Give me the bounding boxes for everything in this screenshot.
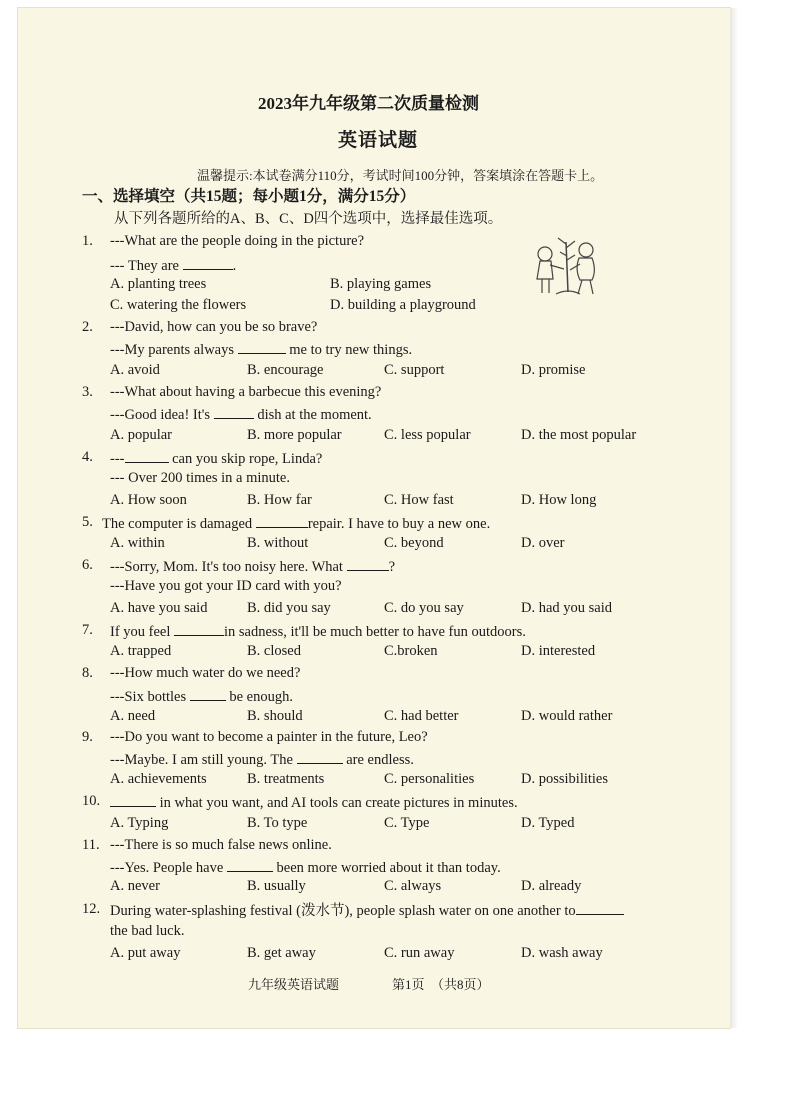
option-b: B. To type: [247, 815, 308, 831]
option-b: B. get away: [247, 945, 316, 961]
question-line: [110, 792, 518, 812]
question-stem: ---There is so much false news online.: [110, 837, 332, 853]
question-text: If you feel: [110, 624, 171, 640]
question-line: [110, 404, 372, 424]
option-a: A. within: [110, 535, 165, 551]
question-number: 11.: [82, 837, 100, 853]
question-text: in what you want, and AI tools can create pictures in minutes.: [159, 795, 518, 811]
option-a: A. achievements: [110, 771, 207, 787]
answer-blank: [576, 900, 624, 915]
option-b: B. encourage: [247, 362, 324, 378]
question-stem: ---What are the people doing in the picture?: [110, 233, 365, 249]
option-c: C. support: [384, 362, 445, 378]
option-a: A. Typing: [110, 815, 169, 831]
question-number: 7.: [82, 622, 93, 638]
option-d: D. wash away: [521, 945, 603, 961]
option-d: D. Typed: [521, 815, 575, 831]
question-number: 10.: [82, 793, 101, 809]
option-d: D. interested: [521, 643, 596, 659]
question-number: 2.: [82, 319, 93, 335]
option-d: D. the most popular: [521, 427, 637, 443]
option-d: D. had you said: [521, 600, 613, 616]
answer-blank: [214, 404, 254, 419]
question-number: 3.: [82, 384, 93, 400]
option-c: C. run away: [384, 945, 455, 961]
option-d: D. would rather: [521, 708, 613, 724]
tree-planting-illustration: [530, 232, 604, 304]
question-stem: ---David, how can you be so brave?: [110, 319, 318, 335]
question-text: ---My parents always: [110, 342, 235, 358]
question-number: 4.: [82, 449, 93, 465]
option-d: D. How long: [521, 492, 597, 508]
answer-blank: [238, 339, 286, 354]
answer-blank: [125, 448, 169, 463]
question-text: me to try new things.: [289, 342, 413, 358]
question-text: be enough.: [229, 689, 293, 705]
option-a: A. have you said: [110, 600, 208, 616]
option-c: C. watering the flowers: [110, 297, 247, 313]
option-a: A. never: [110, 878, 160, 894]
question-answer-line: ---Have you got your ID card with you?: [110, 578, 342, 594]
section-heading: 一、选择填空（共15题；每小题1分，满分15分）: [82, 188, 416, 205]
answer-blank: [347, 556, 389, 571]
option-c: C. personalities: [384, 771, 475, 787]
option-b: B. playing games: [330, 276, 432, 292]
question-number: 5.: [82, 514, 93, 530]
question-number: 9.: [82, 729, 93, 745]
option-c: C.broken: [384, 643, 438, 659]
footer-subject: 九年级英语试题: [248, 977, 340, 992]
option-c: C. How fast: [384, 492, 454, 508]
question-line: [110, 621, 526, 641]
question-line: [110, 339, 412, 359]
option-a: A. trapped: [110, 643, 172, 659]
answer-blank: [174, 621, 224, 636]
question-answer-line: --- Over 200 times in a minute.: [110, 470, 290, 486]
option-a: A. popular: [110, 427, 173, 443]
question-stem: ---How much water do we need?: [110, 665, 301, 681]
question-line: [110, 857, 501, 877]
question-text: ---Sorry, Mom. It's too noisy here. What: [110, 559, 343, 575]
question-text: ?: [388, 559, 396, 575]
option-b: B. closed: [247, 643, 301, 659]
option-c: C. less popular: [384, 427, 471, 443]
answer-blank: [110, 792, 156, 807]
question-text: --- They are: [110, 258, 179, 274]
option-c: C. had better: [384, 708, 459, 724]
option-a: A. put away: [110, 945, 181, 961]
question-line: [110, 448, 322, 468]
question-line: [110, 255, 236, 275]
question-stem: ---Do you want to become a painter in the future, Leo?: [110, 729, 428, 745]
page-number: 第1页 （共8页）: [392, 977, 490, 992]
question-line: [110, 686, 293, 706]
question-number: 8.: [82, 665, 93, 681]
exam-title: 2023年九年级第二次质量检测: [258, 94, 479, 113]
option-a: A. planting trees: [110, 276, 207, 292]
option-b: B. did you say: [247, 600, 331, 616]
question-text: can you skip rope, Linda?: [172, 451, 323, 467]
question-text: ---Yes. People have: [110, 860, 224, 876]
option-d: D. possibilities: [521, 771, 609, 787]
exam-subject: 英语试题: [338, 130, 419, 151]
question-text: been more worried about it than today.: [276, 860, 501, 876]
option-c: C. always: [384, 878, 442, 894]
question-stem: ---What about having a barbecue this evening?: [110, 384, 382, 400]
option-b: B. more popular: [247, 427, 342, 443]
question-text: the bad luck.: [110, 923, 185, 939]
question-text: are endless.: [346, 752, 414, 768]
question-line: [110, 556, 395, 576]
answer-blank: [183, 255, 233, 270]
option-a: A. How soon: [110, 492, 187, 508]
answer-blank: [227, 857, 273, 872]
option-d: D. promise: [521, 362, 586, 378]
question-text: ---: [110, 451, 125, 467]
answer-blank: [297, 749, 343, 764]
option-d: D. over: [521, 535, 565, 551]
question-number: 12.: [82, 901, 101, 917]
question-text: in sadness, it'll be much better to have fun outdoors.: [224, 624, 526, 640]
answer-blank: [190, 686, 226, 701]
question-text: repair. I have to buy a new one.: [307, 516, 491, 532]
question-text: ---Six bottles: [110, 689, 187, 705]
option-d: D. building a playground: [330, 297, 476, 313]
option-b: B. without: [247, 535, 309, 551]
option-c: C. do you say: [384, 600, 464, 616]
option-b: B. How far: [247, 492, 312, 508]
question-number: 6.: [82, 557, 93, 573]
question-text: ---Maybe. I am still young. The: [110, 752, 293, 768]
question-line: [102, 513, 490, 533]
question-text: During water-splashing festival (泼水节), people splash water on one another to: [110, 903, 576, 919]
question-number: 1.: [82, 233, 93, 249]
question-text: .: [232, 258, 237, 274]
option-b: B. treatments: [247, 771, 325, 787]
question-text: The computer is damaged: [102, 516, 253, 532]
option-b: B. should: [247, 708, 303, 724]
question-line: [110, 900, 624, 920]
exam-tip: 温馨提示:本试卷满分110分，考试时间100分钟，答案填涂在答题卡上。: [197, 168, 604, 183]
option-a: A. avoid: [110, 362, 160, 378]
question-line: [110, 749, 414, 769]
question-text: ---Good idea! It's: [110, 407, 211, 423]
option-c: C. Type: [384, 815, 430, 831]
option-d: D. already: [521, 878, 582, 894]
option-a: A. need: [110, 708, 156, 724]
option-c: C. beyond: [384, 535, 444, 551]
answer-blank: [256, 513, 308, 528]
question-text: dish at the moment.: [257, 407, 372, 423]
option-b: B. usually: [247, 878, 306, 894]
section-instruction: 从下列各题所给的A、B、C、D四个选项中，选择最佳选项。: [114, 211, 503, 227]
